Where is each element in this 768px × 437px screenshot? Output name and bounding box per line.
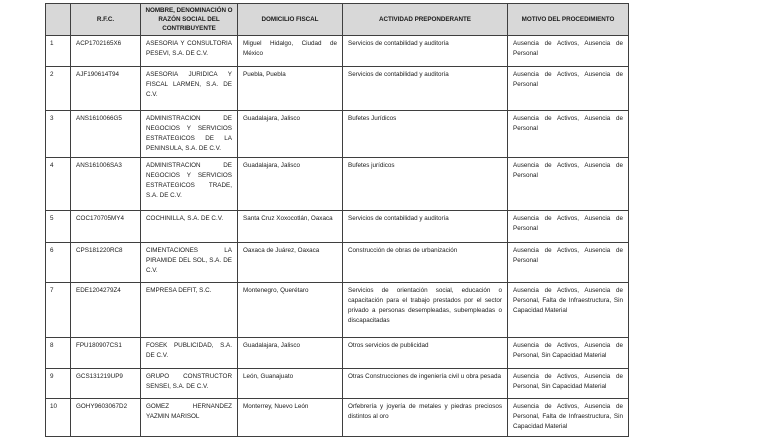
table-row [46,211,629,243]
cell-num: 6 [46,243,71,283]
cell-motivo: Ausencia de Activos, Ausencia de Personal [508,36,629,67]
cell-rfc: GCS131219UP9 [71,369,141,399]
cell-nombre: GRUPO CONSTRUCTOR SENSEI, S.A. DE C.V. [141,369,238,399]
cell-num: 10 [46,399,71,437]
cell-motivo: Ausencia de Activos, Ausencia de Personal, Falta de Infraestructura, Sin Capacidad Material [508,283,629,338]
cell-nombre: CIMENTACIONES LA PIRAMIDE DEL SOL, S.A. DE C.V. [141,243,238,283]
cell-nombre: GOMEZ HERNANDEZ YAZMIN MARISOL [141,399,238,437]
cell-rfc: ANS1610066G5 [71,111,141,158]
cell-motivo: Ausencia de Activos, Ausencia de Personal, Falta de Infraestructura, Sin Capacidad Material [508,399,629,437]
cell-num: 1 [46,36,71,67]
cell-num: 8 [46,338,71,369]
cell-nombre: EMPRESA DEFIT, S.C. [141,283,238,338]
table-row [46,283,629,338]
cell-motivo: Ausencia de Activos, Ausencia de Personal [508,67,629,111]
cell-motivo: Ausencia de Activos, Ausencia de Personal [508,158,629,211]
cell-num: 5 [46,211,71,243]
col-header-actividad: ACTIVIDAD PREPONDERANTE [343,4,508,36]
contribuyentes-table [45,3,629,437]
cell-nombre: ASESORIA JURIDICA Y FISCAL LARMEN, S.A. DE C.V. [141,67,238,111]
cell-rfc: ACP1702165X6 [71,36,141,67]
cell-num: 4 [46,158,71,211]
cell-actividad: Bufetes Jurídicos [343,111,508,158]
cell-actividad: Servicios de contabilidad y auditoría [343,36,508,67]
table-row [46,67,629,111]
cell-num: 3 [46,111,71,158]
cell-actividad: Otros servicios de publicidad [343,338,508,369]
cell-domicilio: Miguel Hidalgo, Ciudad de México [238,36,343,67]
cell-rfc: AJF190614T94 [71,67,141,111]
cell-actividad: Servicios de contabilidad y auditoría [343,211,508,243]
cell-motivo: Ausencia de Activos, Ausencia de Personal [508,243,629,283]
cell-nombre: ADMINISTRACION DE NEGOCIOS Y SERVICIOS ESTRATEGICOS DE LA PENINSULA, S.A. DE C.V. [141,111,238,158]
cell-domicilio: Santa Cruz Xoxocotlán, Oaxaca [238,211,343,243]
cell-actividad: Construcción de obras de urbanización [343,243,508,283]
cell-actividad: Bufetes jurídicos [343,158,508,211]
cell-rfc: FPU180907CS1 [71,338,141,369]
cell-actividad: Orfebrería y joyería de metales y piedras preciosos distintos al oro [343,399,508,437]
cell-domicilio: Oaxaca de Juárez, Oaxaca [238,243,343,283]
cell-domicilio: Montenegro, Querétaro [238,283,343,338]
col-header-num [46,4,71,36]
col-header-domicilio-fiscal: DOMICILIO FISCAL [238,4,343,36]
table-row [46,338,629,369]
cell-motivo: Ausencia de Activos, Ausencia de Personal [508,111,629,158]
document-page [45,3,628,437]
header-row [46,4,629,36]
cell-nombre: COCHINILLA, S.A. DE C.V. [141,211,238,243]
cell-domicilio: Guadalajara, Jalisco [238,158,343,211]
col-header-nombre: NOMBRE, DENOMINACIÓN O RAZÓN SOCIAL DEL CONTRIBUYENTE [141,4,238,36]
cell-rfc: GOHY9603067D2 [71,399,141,437]
table-row [46,369,629,399]
table-row [46,243,629,283]
col-header-rfc: R.F.C. [71,4,141,36]
cell-motivo: Ausencia de Activos, Ausencia de Personal [508,211,629,243]
cell-actividad: Otras Construcciones de ingeniería civil u obra pesada [343,369,508,399]
cell-domicilio: Monterrey, Nuevo León [238,399,343,437]
cell-domicilio: León, Guanajuato [238,369,343,399]
table-header [46,4,629,36]
table-row [46,36,629,67]
cell-domicilio: Guadalajara, Jalisco [238,338,343,369]
cell-motivo: Ausencia de Activos, Ausencia de Personal, Sin Capacidad Material [508,369,629,399]
table-row [46,111,629,158]
cell-num: 2 [46,67,71,111]
cell-rfc: ANS161006SA3 [71,158,141,211]
table-row [46,399,629,437]
cell-rfc: CPS181220RC8 [71,243,141,283]
cell-domicilio: Guadalajara, Jalisco [238,111,343,158]
cell-actividad: Servicios de contabilidad y auditoría [343,67,508,111]
table-body [46,36,629,437]
cell-domicilio: Puebla, Puebla [238,67,343,111]
cell-num: 7 [46,283,71,338]
cell-nombre: ADMINISTRACION DE NEGOCIOS Y SERVICIOS ESTRATEGICOS TRADE, S.A. DE C.V. [141,158,238,211]
table-row [46,158,629,211]
col-header-motivo: MOTIVO DEL PROCEDIMIENTO [508,4,629,36]
cell-rfc: EDE1204279Z4 [71,283,141,338]
cell-nombre: FOSEK PUBLICIDAD, S.A. DE C.V. [141,338,238,369]
cell-rfc: COC170705MY4 [71,211,141,243]
cell-nombre: ASESORIA Y CONSULTORIA PESEVI, S.A. DE C.V. [141,36,238,67]
cell-motivo: Ausencia de Activos, Ausencia de Personal, Sin Capacidad Material [508,338,629,369]
cell-actividad: Servicios de orientación social, educación o capacitación para el trabajo prestados por el sector privado a personas desempleadas, subempleadas o discapacitadas [343,283,508,338]
cell-num: 9 [46,369,71,399]
